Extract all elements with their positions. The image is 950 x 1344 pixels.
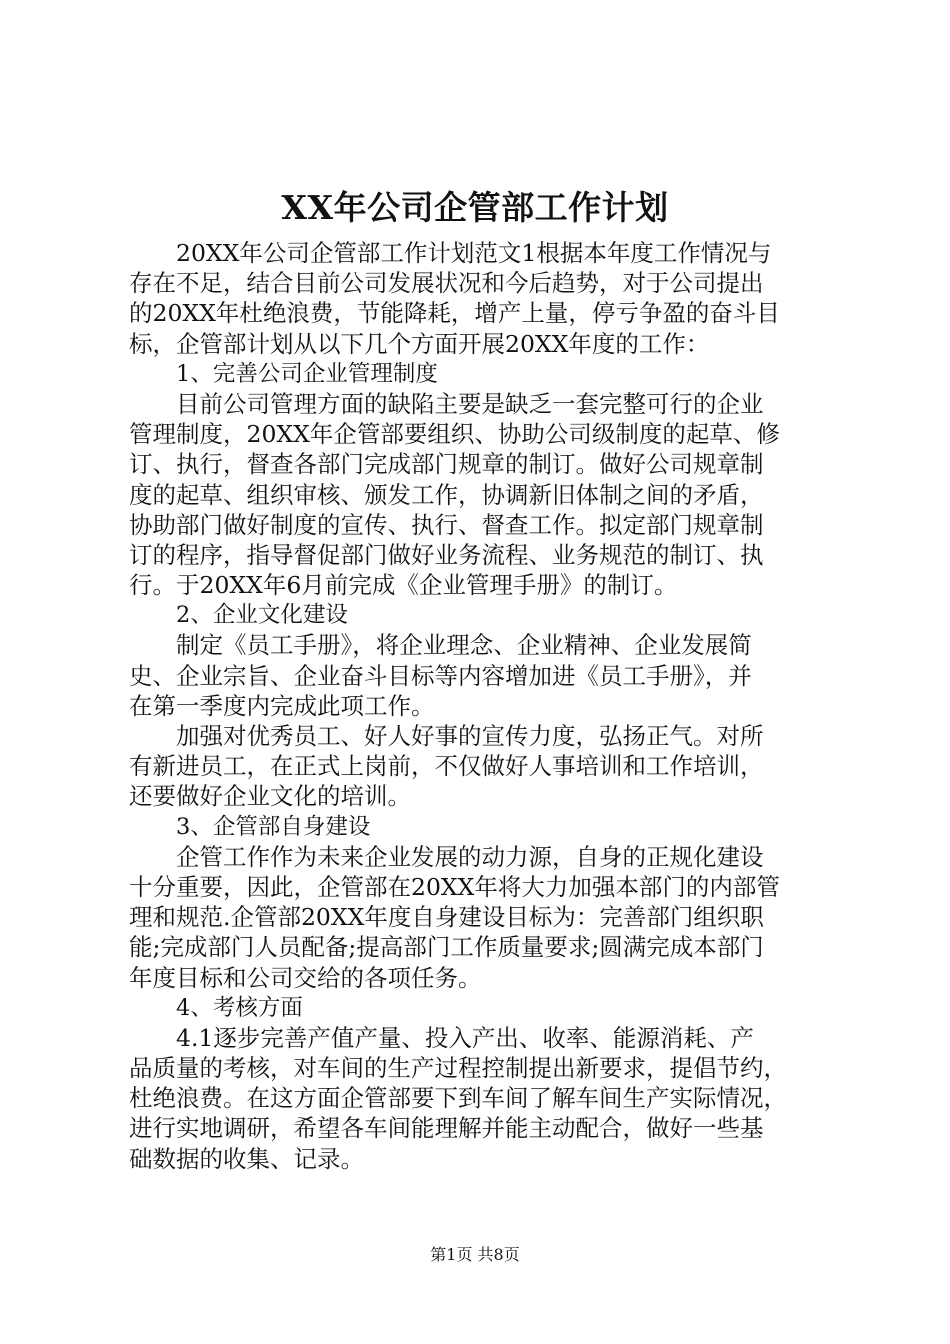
document-body	[129, 238, 829, 1174]
section-heading: 2、企业文化建设	[176, 602, 348, 629]
section-heading: 1、完善公司企业管理制度	[176, 360, 438, 387]
paragraph-line: 年度目标和公司交给的各项任务。	[129, 963, 482, 992]
paragraph-line: 企管工作作为未来企业发展的动力源，自身的正规化建设	[176, 842, 764, 871]
section-heading: 4、考核方面	[176, 994, 303, 1021]
paragraph-line: 标，企管部计划从以下几个方面开展20XX年度的工作：	[129, 329, 710, 358]
paragraph-line: 十分重要，因此，企管部在20XX年将大力加强本部门的内部管	[129, 872, 780, 901]
paragraph-line: 能;完成部门人员配备;提高部门工作质量要求;圆满完成本部门	[129, 933, 764, 962]
paragraph-line: 订、执行，督查各部门完成部门规章的制订。做好公司规章制	[129, 450, 764, 479]
paragraph-line: 品质量的考核，对车间的生产过程控制提出新要求，提倡节约，	[129, 1054, 787, 1083]
paragraph-line: 的20XX年杜绝浪费，节能降耗，增产上量，停亏争盈的奋斗目	[129, 299, 780, 328]
paragraph-line: 杜绝浪费。在这方面企管部要下到车间了解车间生产实际情况，	[129, 1084, 787, 1113]
page-footer: 第1页 共8页	[430, 1245, 520, 1264]
paragraph-line: 在第一季度内完成此项工作。	[129, 691, 435, 720]
section-heading: 3、企管部自身建设	[176, 813, 371, 840]
paragraph-line: 史、企业宗旨、企业奋斗目标等内容增加进《员工手册》，并	[129, 661, 752, 690]
paragraph-line: 理和规范.企管部20XX年度自身建设目标为：完善部门组织职	[129, 903, 764, 932]
paragraph-line: 础数据的收集、记录。	[129, 1144, 364, 1173]
paragraph-line: 4.1逐步完善产值产量、投入产出、收率、能源消耗、产	[176, 1023, 754, 1052]
document-title: XX年公司企管部工作计划	[281, 188, 669, 227]
paragraph-line: 进行实地调研，希望各车间能理解并能主动配合，做好一些基	[129, 1114, 764, 1143]
paragraph-line: 目前公司管理方面的缺陷主要是缺乏一套完整可行的企业	[176, 389, 764, 418]
paragraph-line: 加强对优秀员工、好人好事的宣传力度，弘扬正气。对所	[176, 722, 764, 750]
paragraph-line: 行。于20XX年6月前完成《企业管理手册》的制订。	[129, 571, 678, 600]
paragraph-line: 度的起草、组织审核、颁发工作，协调新旧体制之间的矛盾，	[129, 480, 764, 509]
paragraph-line: 存在不足，结合目前公司发展状况和今后趋势，对于公司提出	[129, 269, 764, 298]
paragraph-line: 制定《员工手册》，将企业理念、企业精神、企业发展简	[176, 631, 752, 660]
paragraph-line: 管理制度，20XX年企管部要组织、协助公司级制度的起草、修	[129, 420, 780, 449]
paragraph-line: 协助部门做好制度的宣传、执行、督查工作。拟定部门规章制	[129, 510, 764, 539]
paragraph-line: 订的程序，指导督促部门做好业务流程、业务规范的制订、执	[129, 540, 764, 569]
paragraph-line: 还要做好企业文化的培训。	[129, 782, 411, 811]
paragraph-line: 20XX年公司企管部工作计划范文1根据本年度工作情况与	[176, 239, 772, 267]
paragraph-line: 有新进员工，在正式上岗前，不仅做好人事培训和工作培训，	[129, 752, 764, 781]
